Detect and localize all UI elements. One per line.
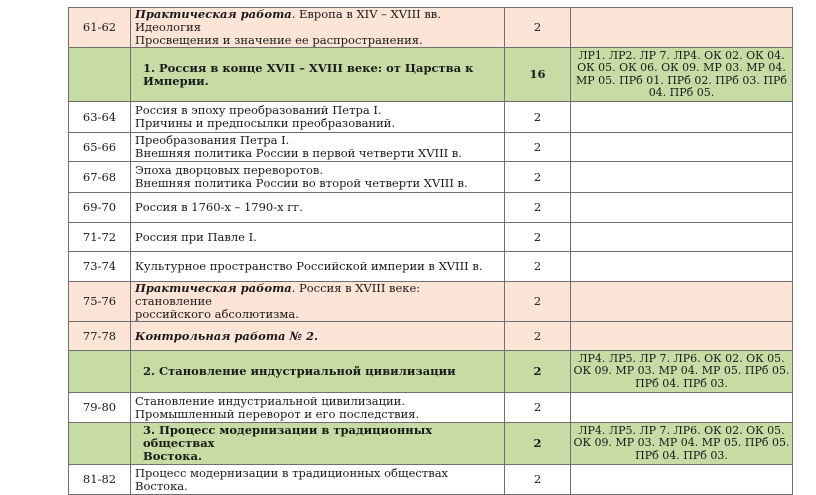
topic-text-line: 3. Процесс модернизации в традиционных обществах <box>143 423 433 450</box>
topic-cell <box>131 8 505 48</box>
lesson-number-cell <box>69 423 131 465</box>
topic-text-line: . Европа в XIV – XVIII вв. Идеология <box>135 7 441 34</box>
hours-cell: 2 <box>505 8 571 48</box>
topic-cell <box>131 223 505 252</box>
competency-codes-cell: ЛР1. ЛР2. ЛР 7. ЛР4. ОК 02. ОК 04. ОК 05. ОК 06. ОК 09. МР 03. МР 04. МР 05. ПРб 01. ПРб 02. ПРб 03. ПРб 04. ПРб 05. <box>571 48 793 102</box>
curriculum-table-body <box>69 8 793 495</box>
competency-codes-cell: ЛР4. ЛР5. ЛР 7. ЛР6. ОК 02. ОК 05. ОК 09. МР 03. МР 04. МР 05. ПРб 05. ПРб 04. ПРб 03. <box>571 423 793 465</box>
topic-text-line: Процесс модернизации в традиционных обществах Востока. <box>135 465 449 493</box>
lesson-number-cell: 79-80 <box>69 393 131 423</box>
competency-codes-cell <box>571 133 793 162</box>
competency-codes-cell <box>571 252 793 282</box>
lesson-number-cell: 63-64 <box>69 102 131 133</box>
topic-text-line: Культурное пространство Российской империи в XVIII в. <box>135 259 483 273</box>
lesson-number-cell: 71-72 <box>69 223 131 252</box>
topic-text-line: Россия в эпоху преобразований Петра I. <box>135 103 382 117</box>
lesson-number-cell: 75-76 <box>69 282 131 322</box>
lesson-number-cell: 67-68 <box>69 162 131 193</box>
topic-text-line: 1. Россия в конце XVII – XVIII веке: от Царства к <box>143 60 474 75</box>
competency-codes-cell: ЛР4. ЛР5. ЛР 7. ЛР6. ОК 02. ОК 05. ОК 09. МР 03. МР 04. МР 05. ПРб 05. ПРб 04. ПРб 03. <box>571 351 793 393</box>
hours-cell: 2 <box>505 223 571 252</box>
topic-text-line: . Россия в XVIII веке: становление <box>135 281 421 308</box>
hours-cell: 2 <box>505 102 571 133</box>
table-row <box>69 252 793 282</box>
table-row <box>69 223 793 252</box>
hours-cell: 2 <box>505 465 571 495</box>
topic-text-line: Россия при Павле I. <box>135 229 257 244</box>
topic-cell <box>131 162 505 193</box>
hours-cell: 16 <box>505 48 571 102</box>
topic-text-line: Становление индустриальной цивилизации. <box>135 393 405 408</box>
hours-cell: 2 <box>505 322 571 351</box>
table-row <box>69 8 793 48</box>
topic-cell <box>131 133 505 162</box>
lesson-number-cell <box>69 48 131 102</box>
lesson-number-cell: 65-66 <box>69 133 131 162</box>
hours-cell: 2 <box>505 393 571 423</box>
table-row <box>69 322 793 351</box>
topic-cell <box>131 252 505 282</box>
topic-text-line: Россия в 1760-х – 1790-х гг. <box>135 200 303 214</box>
topic-text-line: Причины и предпосылки преобразований. <box>135 116 396 130</box>
hours-cell: 2 <box>505 193 571 223</box>
section-row <box>69 48 793 102</box>
topic-text-line: Промышленный переворот и его последствия. <box>135 406 420 421</box>
topic-text-line: российского абсолютизма. <box>135 307 299 321</box>
table-row <box>69 102 793 133</box>
work-type-label: Практическая работа <box>135 281 292 295</box>
table-row <box>69 465 793 495</box>
table-row <box>69 282 793 322</box>
competency-codes-cell <box>571 322 793 351</box>
hours-cell: 2 <box>505 133 571 162</box>
topic-cell <box>131 282 505 322</box>
topic-cell <box>131 351 505 393</box>
work-type-label: Контрольная работа № 2. <box>135 328 318 343</box>
topic-text-line: Империи. <box>143 73 209 88</box>
competency-codes-cell <box>571 193 793 223</box>
table-row <box>69 193 793 223</box>
hours-cell: 2 <box>505 423 571 465</box>
topic-cell <box>131 193 505 223</box>
topic-text-line: 2. Становление индустриальной цивилизации <box>143 364 456 378</box>
section-row <box>69 351 793 393</box>
topic-cell <box>131 102 505 133</box>
lesson-number-cell: 61-62 <box>69 8 131 48</box>
table-row <box>69 162 793 193</box>
competency-codes-cell <box>571 8 793 48</box>
lesson-number-cell: 69-70 <box>69 193 131 223</box>
work-type-label: Практическая работа <box>135 7 292 21</box>
topic-text-line: Преобразования Петра I. <box>135 133 290 147</box>
section-row <box>69 423 793 465</box>
topic-cell <box>131 48 505 102</box>
topic-text-line: Эпоха дворцовых переворотов. <box>135 163 324 177</box>
hours-cell: 2 <box>505 351 571 393</box>
table-row <box>69 133 793 162</box>
hours-cell: 2 <box>505 162 571 193</box>
topic-text-line: Внешняя политика России во второй четверти XVIII в. <box>135 176 468 190</box>
competency-codes-cell <box>571 223 793 252</box>
lesson-number-cell: 73-74 <box>69 252 131 282</box>
hours-cell: 2 <box>505 282 571 322</box>
table-row <box>69 393 793 423</box>
competency-codes-cell <box>571 162 793 193</box>
topic-cell <box>131 322 505 351</box>
competency-codes-cell <box>571 282 793 322</box>
competency-codes-cell <box>571 393 793 423</box>
topic-text-line: Внешняя политика России в первой четверти XVIII в. <box>135 146 462 160</box>
topic-text-line: Просвещения и значение ее распространения. <box>135 33 423 47</box>
topic-cell <box>131 393 505 423</box>
lesson-number-cell: 81-82 <box>69 465 131 495</box>
hours-cell: 2 <box>505 252 571 282</box>
topic-cell <box>131 423 505 465</box>
topic-text-line: Востока. <box>143 449 202 463</box>
competency-codes-cell <box>571 102 793 133</box>
lesson-number-cell <box>69 351 131 393</box>
competency-codes-cell <box>571 465 793 495</box>
curriculum-table <box>68 7 793 495</box>
topic-cell <box>131 465 505 495</box>
lesson-number-cell: 77-78 <box>69 322 131 351</box>
